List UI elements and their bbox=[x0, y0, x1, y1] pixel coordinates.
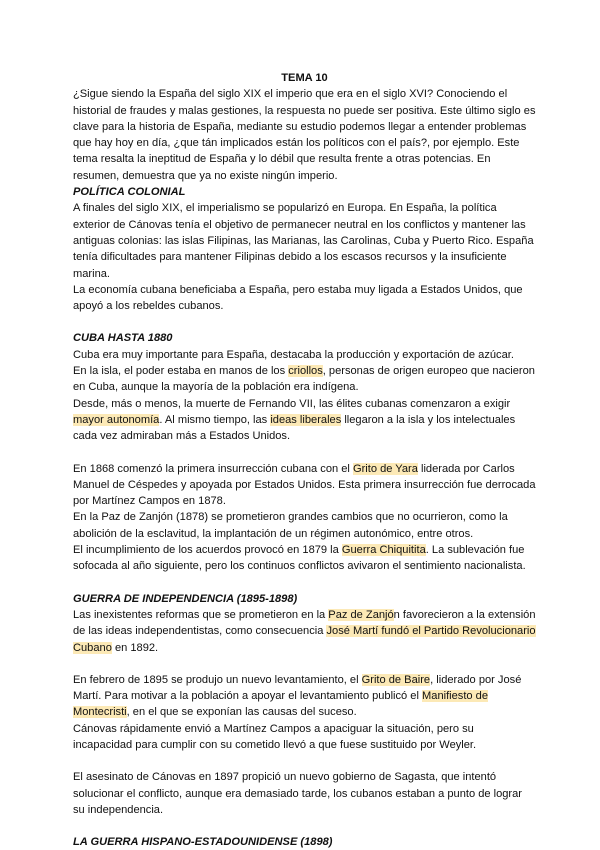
paragraph: En la isla, el poder estaba en manos de los criollos, personas de origen europeo que nacieron en Cuba, aunque la mayoría de la población era indígena. bbox=[73, 365, 535, 394]
section-heading-cuba-hasta-1880: CUBA HASTA 1880 bbox=[73, 332, 173, 345]
paragraph: En 1868 comenzó la primera insurrección cubana con el Grito de Yara liderada por Carlos Manuel de Céspedes y apoyada por Estados Unidos. Esta primera insurrección fue derrocada por Martínez Campos en 1878. bbox=[73, 462, 536, 508]
paragraph: En la Paz de Zanjón (1878) se prometieron grandes cambios que no ocurrieron, como la abolición de la esclavitud, la implantación de un régimen autonómico, entre otros. bbox=[73, 511, 508, 540]
paragraph: Cánovas rápidamente envió a Martínez Campos a apaciguar la situación, pero su incapacidad para cumplir con su cometido llevó a que fuese sustituido por Weyler. bbox=[73, 722, 477, 751]
paragraph: Desde, más o menos, la muerte de Fernando VII, las élites cubanas comenzaron a exigir mayor autonomía. Al mismo tiempo, las ideas liberales llegaron a la isla y los intelectuales cada vez admiraban más a Estados Unidos. bbox=[73, 397, 516, 443]
section-heading-guerra-independencia: GUERRA DE INDEPENDENCIA (1895-1898) bbox=[73, 592, 298, 605]
paragraph: El asesinato de Cánovas en 1897 propició un nuevo gobierno de Sagasta, que intentó solucionar el conflicto, aunque era demasiado tarde, los cubanos estaban a punto de lograr su independencia. bbox=[73, 771, 522, 816]
spacer bbox=[73, 656, 536, 672]
highlight: José Martí fundó el Partido Revolucionario Cubano bbox=[73, 625, 536, 654]
highlight: Grito de Yara bbox=[352, 462, 418, 475]
highlight: Guerra Chiquitita bbox=[341, 544, 426, 557]
highlight: ideas liberales bbox=[270, 413, 342, 426]
spacer bbox=[73, 445, 536, 461]
spacer bbox=[73, 753, 536, 769]
paragraph: Cuba era muy importante para España, destacaba la producción y exportación de azúcar. bbox=[73, 348, 514, 361]
document-title: TEMA 10 bbox=[281, 72, 328, 84]
section-heading-guerra-hispano-estadounidense: LA GUERRA HISPANO-ESTADOUNIDENSE (1898) bbox=[73, 836, 333, 849]
highlight: Paz de Zanjó bbox=[328, 608, 394, 621]
paragraph: En febrero de 1895 se produjo un nuevo levantamiento, el Grito de Baire, liderado por José Martí. Para motivar a la población a apoyar el levantamiento publicó el Manifiesto de Montecristi, en el que se exponían las causas del suceso. bbox=[73, 673, 522, 719]
highlight: Manifiesto de Montecristi bbox=[73, 690, 489, 719]
intro-paragraph: ¿Sigue siendo la España del siglo XIX el imperio que era en el siglo XVI? Conociendo el historial de fraudes y malas gestiones, la respuesta no puede ser positiva. Este último siglo es clave para la historia de España, mediante su estudio podemos llegar a entender problemas que hay hoy en día, ¿que tán implicados están los políticos con el país?, por ejemplo. Este tema resalta la ineptitud de España y lo débil que resulta frente a otras potencias. En resumen, demuestra que ya no existe ningún imperio. bbox=[73, 88, 536, 182]
spacer bbox=[73, 818, 536, 834]
paragraph: La economía cubana beneficiaba a España, pero estaba muy ligada a Estados Unidos, que apoyó a los rebeldes cubanos. bbox=[73, 283, 523, 313]
highlight: criollos bbox=[288, 365, 323, 378]
section-heading-politica-colonial: POLÍTICA COLONIAL bbox=[73, 186, 186, 199]
spacer bbox=[73, 314, 536, 330]
highlight: mayor autonomía bbox=[73, 413, 160, 426]
spacer bbox=[73, 575, 536, 591]
highlight: Grito de Baire bbox=[361, 673, 431, 686]
paragraph: El incumplimiento de los acuerdos provocó en 1879 la Guerra Chiquitita. La sublevación fue sofocada al año siguiente, pero los continuos conflictos avivaron el sentimiento nacionalista. bbox=[73, 544, 526, 573]
paragraph: Las inexistentes reformas que se prometieron en la Paz de Zanjón favorecieron a la extensión de las ideas independentistas, como consecuencia José Martí fundó el Partido Revolucionario Cubano en 1892. bbox=[73, 608, 536, 654]
paragraph: A finales del siglo XIX, el imperialismo se popularizó en Europa. En España, la política exterior de Cánovas tenía el objetivo de permanecer neutral en los conflictos y mantener las antiguas colonias: las islas Filipinas, las Marianas, las Carolinas, Cuba y Puerto Rico. España tenía dificultades para mantener Filipinas debido a los escasos recursos y la insuficiente marina. bbox=[73, 202, 534, 280]
